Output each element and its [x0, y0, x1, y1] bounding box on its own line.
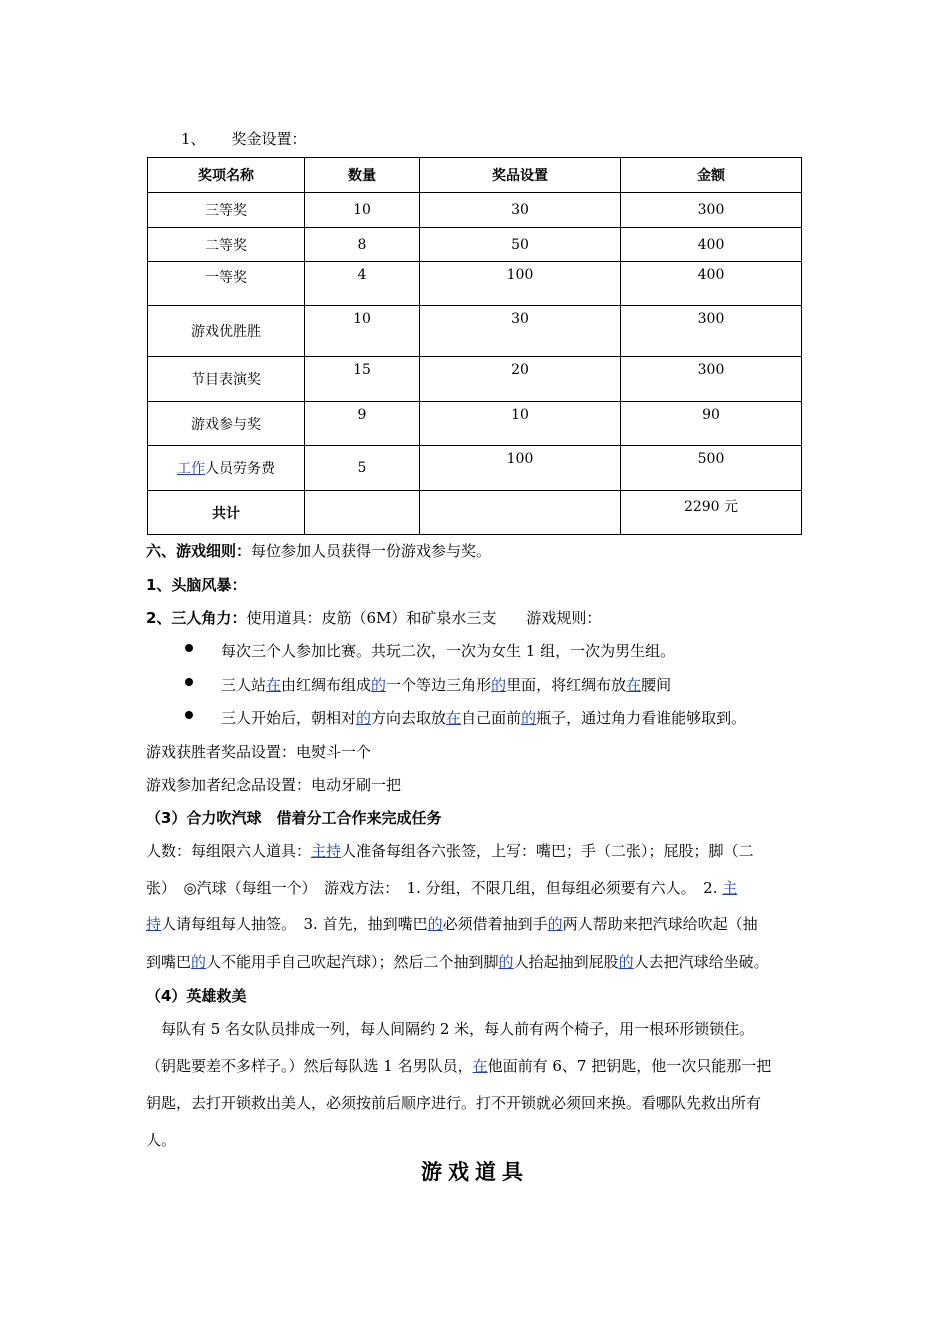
- game3-heading: （3）合力吹汽球 借着分工合作来完成任务: [146, 809, 442, 827]
- paragraph-line: 持人请每组每人抽签。 3. 首先，抽到嘴巴的必须借着抽到手的两人帮助来把汽球给吹起（抽: [146, 915, 758, 933]
- table-cell: 20: [420, 357, 621, 402]
- table-cell: 工作人员劳务费: [148, 446, 305, 491]
- paragraph-line: （钥匙要差不多样子。）然后每队选 1 名男队员，在他面前有 6、7 把钥匙，他一次只能那一把: [146, 1057, 772, 1075]
- table-row: [148, 228, 802, 262]
- inline-link[interactable]: 的: [521, 709, 537, 727]
- inline-link[interactable]: 在: [266, 676, 282, 694]
- prize-table: [147, 157, 802, 535]
- paragraph-line: 人。: [146, 1131, 177, 1149]
- inline-link[interactable]: 持: [146, 915, 162, 933]
- inline-link[interactable]: 在: [472, 1057, 488, 1075]
- table-cell: 15: [305, 357, 420, 402]
- rules-line: 六、游戏细则：每位参加人员获得一份游戏参与奖。: [146, 542, 492, 560]
- game2-line: 2、三人角力：使用道具：皮筋（6M）和矿泉水三支 游戏规则：: [146, 609, 602, 627]
- game2-heading: 2、三人角力：: [146, 609, 247, 627]
- bullet-icon: [185, 644, 193, 652]
- game4-heading: （4）英雄救美: [146, 987, 247, 1005]
- header-cell: 金额: [621, 158, 802, 193]
- table-cell: 游戏参与奖: [148, 402, 305, 446]
- bullet-icon: [185, 711, 193, 719]
- header-cell: 奖项名称: [148, 158, 305, 193]
- game1-heading: 1、头脑风暴：: [146, 576, 247, 594]
- inline-link[interactable]: 的: [191, 953, 207, 971]
- table-row: [148, 262, 802, 306]
- table-cell: 300: [621, 306, 802, 357]
- paragraph-line: 钥匙，去打开锁救出美人，必须按前后顺序进行。打不开锁就必须回来换。看哪队先救出所有: [146, 1094, 762, 1112]
- table-cell: 100: [420, 446, 621, 491]
- total-label: 共计: [148, 491, 305, 535]
- table-cell: 8: [305, 228, 420, 262]
- table-cell: 50: [420, 228, 621, 262]
- table-cell: 二等奖: [148, 228, 305, 262]
- inline-link[interactable]: 的: [618, 953, 634, 971]
- rules-heading: 六、游戏细则：: [146, 542, 252, 560]
- inline-link[interactable]: 的: [427, 915, 443, 933]
- table-cell: 90: [621, 402, 802, 446]
- prize-section-heading: 1、 奖金设置：: [181, 130, 307, 148]
- table-row: [148, 306, 802, 357]
- inline-link[interactable]: 的: [356, 709, 372, 727]
- table-row: [148, 402, 802, 446]
- rule-bullet: 三人站在由红绸布组成的一个等边三角形的里面，将红绸布放在腰间: [221, 676, 672, 694]
- table-cell: 节目表演奖: [148, 357, 305, 402]
- table-cell: 500: [621, 446, 802, 491]
- table-cell: 10: [305, 306, 420, 357]
- table-cell: 30: [420, 306, 621, 357]
- table-cell: 400: [621, 228, 802, 262]
- inline-link[interactable]: 的: [547, 915, 563, 933]
- table-cell: 300: [621, 193, 802, 228]
- table-cell: 一等奖: [148, 262, 305, 306]
- table-header-row: [148, 158, 802, 193]
- table-cell: 4: [305, 262, 420, 306]
- table-cell: 游戏优胜胜: [148, 306, 305, 357]
- table-row: [148, 357, 802, 402]
- table-cell: 三等奖: [148, 193, 305, 228]
- rule-bullet: 每次三个人参加比赛。共玩二次，一次为女生 1 组，一次为男生组。: [221, 642, 676, 660]
- table-cell: 9: [305, 402, 420, 446]
- footer-title: 游戏道具: [421, 1160, 529, 1184]
- table-cell: 5: [305, 446, 420, 491]
- total-amount: 2290 元: [621, 491, 802, 535]
- header-cell: 数量: [305, 158, 420, 193]
- table-cell: 10: [420, 402, 621, 446]
- paragraph-line: 每队有 5 名女队员排成一列，每人间隔约 2 米，每人前有两个椅子，用一根环形锁锁住。: [146, 1020, 755, 1038]
- header-cell: 奖品设置: [420, 158, 621, 193]
- winner-prize: 游戏获胜者奖品设置：电熨斗一个: [146, 743, 372, 761]
- table-total-row: [148, 491, 802, 535]
- table-cell: 400: [621, 262, 802, 306]
- paragraph-line: 张） ◎汽球（每组一个） 游戏方法： 1. 分组，不限几组，但每组必须要有六人。 2. 主: [146, 879, 738, 897]
- table-cell: [420, 491, 621, 535]
- inline-link[interactable]: 的: [491, 676, 507, 694]
- inline-link[interactable]: 主持: [311, 842, 342, 860]
- inline-link[interactable]: 在: [446, 709, 462, 727]
- table-cell: [305, 491, 420, 535]
- inline-link[interactable]: 的: [371, 676, 387, 694]
- paragraph-line: 到嘴巴的人不能用手自己吹起汽球）；然后二个抽到脚的人抬起抽到屁股的人去把汽球给坐破。: [146, 953, 769, 971]
- staff-link[interactable]: 工作: [177, 461, 205, 477]
- participant-prize: 游戏参加者纪念品设置：电动牙刷一把: [146, 776, 402, 794]
- table-cell: 100: [420, 262, 621, 306]
- inline-link[interactable]: 主: [722, 879, 738, 897]
- table-row: [148, 446, 802, 491]
- table-cell: 10: [305, 193, 420, 228]
- paragraph-line: 人数：每组限六人道具：主持人准备每组各六张签，上写：嘴巴；手（二张）；屁股；脚（二: [146, 842, 754, 860]
- table-cell: 30: [420, 193, 621, 228]
- inline-link[interactable]: 的: [498, 953, 514, 971]
- bullet-icon: [185, 678, 193, 686]
- rule-bullet: 三人开始后，朝相对的方向去取放在自己面前的瓶子，通过角力看谁能够取到。: [221, 709, 747, 727]
- table-cell: 300: [621, 357, 802, 402]
- table-row: [148, 193, 802, 228]
- inline-link[interactable]: 在: [626, 676, 642, 694]
